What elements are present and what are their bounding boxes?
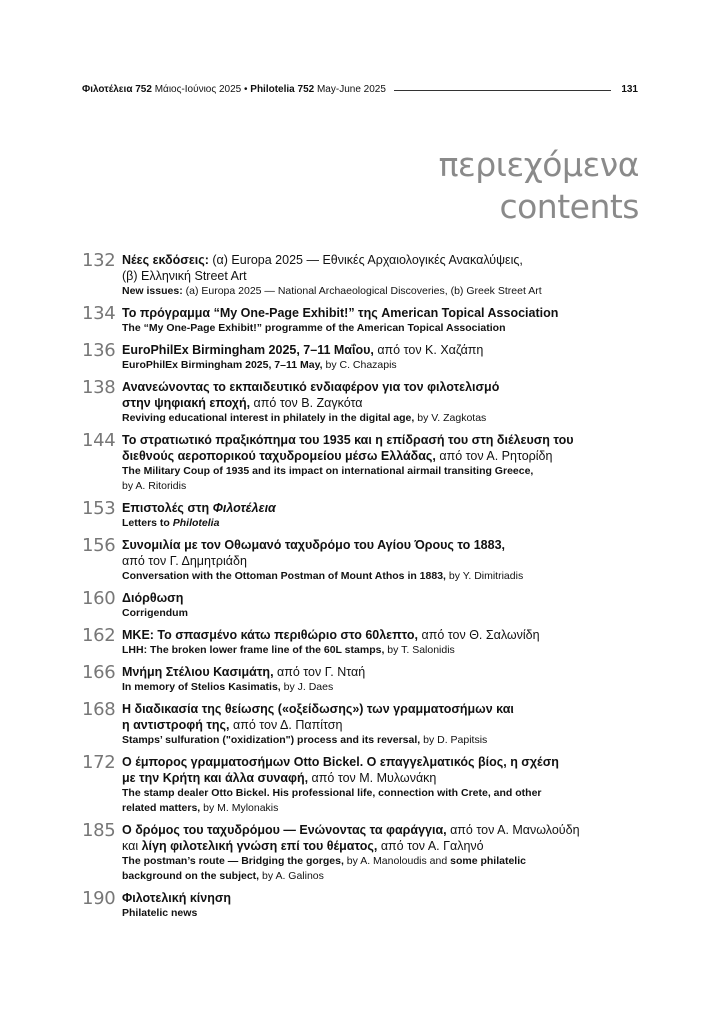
entry-greek-title-cont: στην ψηφιακή εποχή, από τον Β. Ζαγκότα <box>122 396 363 410</box>
entry-page-number: 166 <box>82 662 116 683</box>
entry-english-title: Reviving educational interest in philately in the digital age, by V. Zagkotas <box>122 412 487 424</box>
entry-page-number: 156 <box>82 535 116 556</box>
entry-greek-title: Ο έμπορος γραμματοσήμων Otto Bickel. Ο επαγγελματικός βίος, η σχέση <box>122 755 559 769</box>
entry-page-number: 138 <box>82 377 116 398</box>
entry-greek-title: Νέες εκδόσεις: (α) Europa 2025 — Εθνικές Αρχαιολογικές Ανακαλύψεις, <box>122 253 523 267</box>
header-issue-date-greek: Μάιος-Ιούνιος 2025 <box>151 84 244 95</box>
entry-greek-author: από τον Γ. Δημητριάδη <box>122 554 247 568</box>
entry-english-title: Stamps’ sulfuration ("oxidization") process and its reversal, by D. Papitsis <box>122 734 488 746</box>
toc-entry[interactable] <box>82 342 642 373</box>
entry-page-number: 168 <box>82 699 116 720</box>
entry-english-title: Letters to Philotelia <box>122 517 220 529</box>
entry-text <box>122 754 642 816</box>
entry-greek-title-cont: διεθνούς αεροπορικού ταχυδρομείου μέσω Ελλάδας, από τον Α. Ρητορίδη <box>122 449 553 463</box>
entry-english-title-cont: background on the subject, by A. Galinos <box>122 870 324 882</box>
toc-entry[interactable] <box>82 754 642 816</box>
entry-greek-title: Συνομιλία με τον Οθωμανό ταχυδρόμο του Αγίου Όρους το 1883, <box>122 538 506 552</box>
entry-english-title: Corrigendum <box>122 607 188 619</box>
toc-entry[interactable] <box>82 701 642 748</box>
entry-text <box>122 252 642 299</box>
toc-entry[interactable] <box>82 664 642 695</box>
entry-english-title: The postman’s route — Bridging the gorges, by A. Manoloudis and some philatelic <box>122 855 526 867</box>
entry-text <box>122 379 642 426</box>
entry-page-number: 185 <box>82 820 116 841</box>
entry-text <box>122 537 642 584</box>
entry-page-number: 190 <box>82 888 116 909</box>
header-journal-greek: Φιλοτέλεια 752 <box>82 84 152 95</box>
entry-page-number: 172 <box>82 752 116 773</box>
page-title-english: contents <box>499 187 639 226</box>
entry-greek-title: Επιστολές στη Φιλοτέλεια <box>122 501 276 515</box>
toc-entry[interactable] <box>82 822 642 884</box>
entry-greek-title: Διόρθωση <box>122 591 184 605</box>
entry-page-number: 144 <box>82 430 116 451</box>
entry-text <box>122 305 642 336</box>
toc-entry[interactable] <box>82 890 642 921</box>
toc-entry[interactable] <box>82 252 642 299</box>
entry-english-title: EuroPhilEx Birmingham 2025, 7–11 May, by C. Chazapis <box>122 359 397 371</box>
entry-page-number: 134 <box>82 303 116 324</box>
entry-text <box>122 432 642 494</box>
entry-english-title: LHH: The broken lower frame line of the 60L stamps, by T. Salonidis <box>122 644 455 656</box>
entry-greek-title: Φιλοτελική κίνηση <box>122 891 232 905</box>
entry-page-number: 132 <box>82 250 116 271</box>
entry-greek-title: Η διαδικασία της θείωσης («οξείδωσης») των γραμματοσήμων και <box>122 702 514 716</box>
entry-english-title: Philatelic news <box>122 907 198 919</box>
entry-greek-title: ΜΚΕ: Το σπασμένο κάτω περιθώριο στο 60λεπτο, από τον Θ. Σαλωνίδη <box>122 628 540 642</box>
entry-greek-title-cont: η αντιστροφή της, από τον Δ. Παπίτση <box>122 718 343 732</box>
table-of-contents <box>82 252 642 927</box>
page-number: 131 <box>621 84 638 95</box>
entry-english-title: The “My One-Page Exhibit!” programme of the American Topical Association <box>122 322 506 334</box>
entry-page-number: 153 <box>82 498 116 519</box>
toc-entry[interactable] <box>82 432 642 494</box>
entry-english-title-cont: related matters, by M. Mylonakis <box>122 802 279 814</box>
entry-greek-title: Ανανεώνοντας το εκπαιδευτικό ενδιαφέρον για τον φιλοτελισμό <box>122 380 500 394</box>
running-header <box>82 84 638 96</box>
entry-text <box>122 590 642 621</box>
entry-text <box>122 342 642 373</box>
entry-greek-title-cont: με την Κρήτη και άλλα συναφή, από τον Μ. Μυλωνάκη <box>122 771 437 785</box>
entry-english-title: The Military Coup of 1935 and its impact on international airmail transiting Greece, <box>122 465 534 477</box>
entry-greek-title-cont: και λίγη φιλοτελική γνώση επί του θέματος, από τον Α. Γαληνό <box>122 839 484 853</box>
entry-text <box>122 627 642 658</box>
header-rule <box>394 90 611 91</box>
entry-english-title: In memory of Stelios Kasimatis, by J. Daes <box>122 681 334 693</box>
toc-entry[interactable] <box>82 590 642 621</box>
entry-english-title: The stamp dealer Otto Bickel. His professional life, connection with Crete, and other <box>122 787 542 799</box>
toc-entry[interactable] <box>82 627 642 658</box>
page-title-greek: περιεχόμενα <box>438 145 639 184</box>
entry-english-title: New issues: (a) Europa 2025 — National Archaeological Discoveries, (b) Greek Street Art <box>122 285 542 297</box>
entry-greek-title: Ο δρόμος του ταχυδρόμου — Ενώνοντας τα φαράγγια, από τον Α. Μανωλούδη <box>122 823 580 837</box>
toc-entry[interactable] <box>82 537 642 584</box>
entry-text <box>122 822 642 884</box>
entry-page-number: 162 <box>82 625 116 646</box>
entry-greek-title: Μνήμη Στέλιου Κασιμάτη, από τον Γ. Νταή <box>122 665 366 679</box>
entry-greek-title: EuroPhilEx Birmingham 2025, 7–11 Μαΐου, από τον Κ. Χαζάπη <box>122 343 484 357</box>
entry-greek-title-cont: (β) Ελληνική Street Art <box>122 269 247 283</box>
toc-entry[interactable] <box>82 500 642 531</box>
toc-entry[interactable] <box>82 305 642 336</box>
entry-english-author: by A. Ritoridis <box>122 480 187 492</box>
entry-greek-title: Το πρόγραμμα “My One-Page Exhibit!” της American Topical Association <box>122 306 559 320</box>
entry-text <box>122 890 642 921</box>
entry-text <box>122 500 642 531</box>
header-issue-date-english: May-June 2025 <box>314 84 386 95</box>
entry-page-number: 160 <box>82 588 116 609</box>
entry-text <box>122 664 642 695</box>
header-bullet: • <box>243 84 248 95</box>
entry-english-title: Conversation with the Ottoman Postman of Mount Athos in 1883, by Y. Dimitriadis <box>122 570 524 582</box>
header-journal-english: Philotelia 752 <box>247 84 315 95</box>
toc-entry[interactable] <box>82 379 642 426</box>
entry-text <box>122 701 642 748</box>
entry-page-number: 136 <box>82 340 116 361</box>
entry-greek-title: Το στρατιωτικό πραξικόπημα του 1935 και η επίδρασή του στη διέλευση του <box>122 433 574 447</box>
